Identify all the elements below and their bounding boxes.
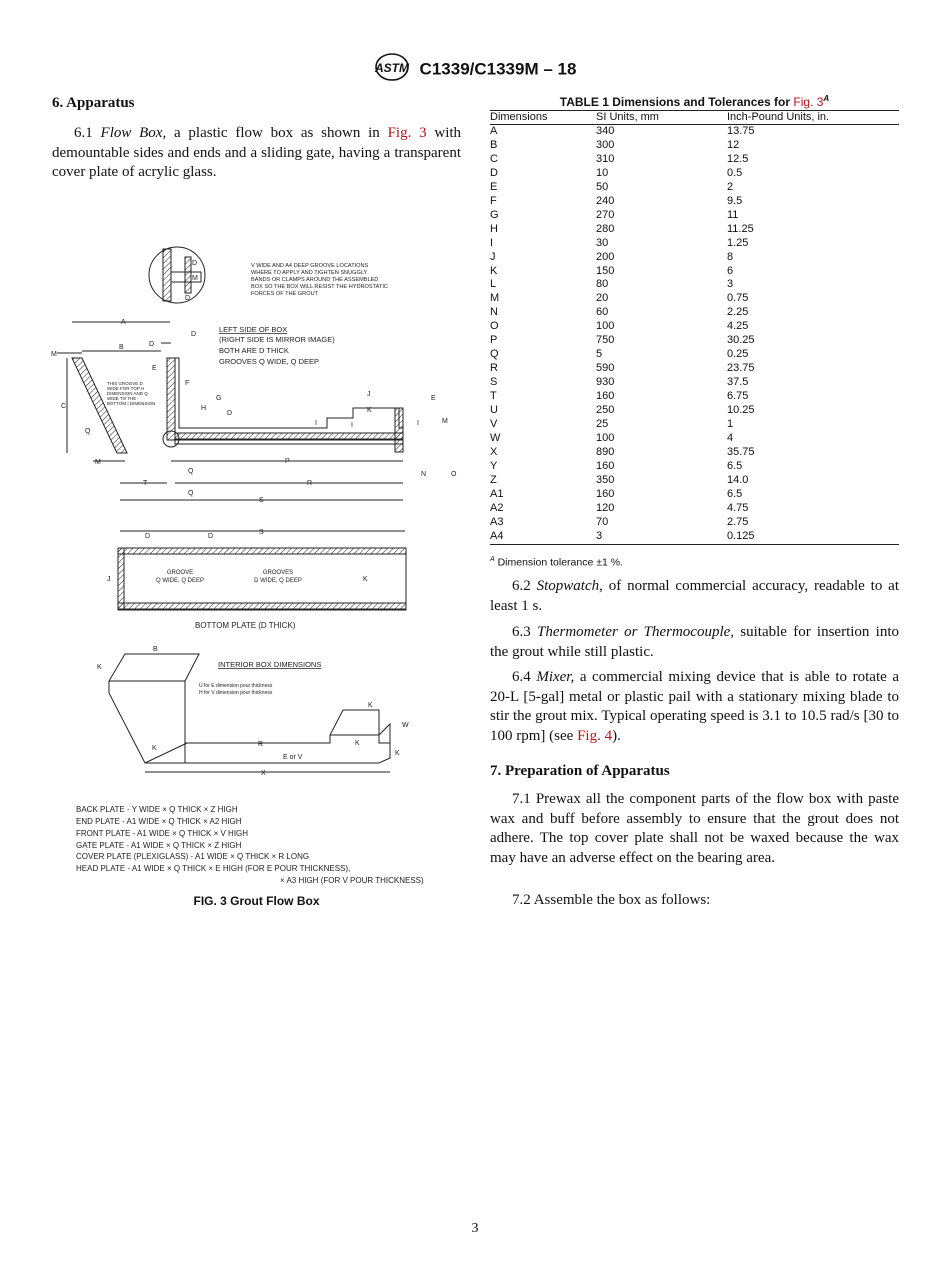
- svg-text:J: J: [367, 391, 371, 398]
- left-side-slanted-plate: [51, 351, 155, 453]
- section-6-heading: 6. Apparatus: [52, 95, 135, 111]
- fig-4-link[interactable]: Fig. 4: [577, 727, 613, 744]
- paragraph-6-4: 6.4 Mixer, a commercial mixing device that is able to rotate a 20-L [5-gal] metal or plastic pail with a stationary mixing blade to stir the grout mix. Typical operating speed is 3.1 to 10.5 rad/s [30 to 100 rpm] (see Fig. 4).: [490, 669, 899, 744]
- table-cell: H: [490, 222, 498, 235]
- table-row: [490, 446, 899, 460]
- table-cell: 10.25: [727, 404, 755, 417]
- table-cell: 200: [596, 250, 615, 263]
- svg-text:H for V dimension pour thickne: H for V dimension pour thickness: [199, 690, 273, 696]
- table-cell: B: [490, 138, 498, 151]
- table-cell: 2.75: [727, 515, 749, 528]
- table-cell: 37.5: [727, 376, 749, 389]
- svg-text:V WIDE AND A4 DEEP GROOVE LOCA: V WIDE AND A4 DEEP GROOVE LOCATIONS: [251, 263, 369, 269]
- svg-text:BANDS OR CLAMPS AROUND THE ASS: BANDS OR CLAMPS AROUND THE ASSEMBLED: [251, 277, 379, 283]
- svg-text:COVER PLATE (PLEXIGLASS) - A1: COVER PLATE (PLEXIGLASS) - A1 WIDE × Q THICK × R LONG: [76, 852, 310, 861]
- svg-text:Q: Q: [188, 490, 194, 497]
- svg-text:Q: Q: [188, 468, 194, 475]
- para-term: Stopwatch,: [536, 578, 603, 594]
- table-cell: 30.25: [727, 334, 755, 347]
- table-cell: 4.75: [727, 501, 749, 514]
- table-row: [490, 167, 899, 181]
- paragraph-7-2: 7.2 Assemble the box as follows:: [512, 892, 711, 908]
- svg-text:HEAD PLATE - A1 WIDE × Q THICK: HEAD PLATE - A1 WIDE × Q THICK × E HIGH (FOR E POUR THICKNESS),: [76, 864, 351, 873]
- table-row: [490, 153, 899, 167]
- table-row: [490, 418, 899, 432]
- table-row: [490, 516, 899, 530]
- paragraph-7-1: 7.1 Prewax all the component parts of the flow box with paste wax and buff before assembly to ensure that the grout does not adhere. The top cover plate shall not be waxed because the wax may have an adverse effect on the bearing area.: [490, 791, 899, 866]
- para-text: with demountable sides and ends and a sliding gate, having a transparent cover plate of acrylic glass.: [52, 125, 462, 180]
- document-designation: C1339/C1339M – 18: [419, 59, 577, 79]
- table-cell: 930: [596, 376, 615, 389]
- table-cell: 750: [596, 334, 615, 347]
- svg-text:× A3 HIGH (FOR V POUR THICKNES: × A3 HIGH (FOR V POUR THICKNESS): [280, 876, 424, 885]
- table-cell: 8: [727, 250, 734, 263]
- table-1-footnote: $^A$ Dimension tolerance ±1 %.: [490, 556, 623, 569]
- table-row: [490, 390, 899, 404]
- table-header: SI Units, mm: [596, 111, 727, 125]
- table-cell: C: [490, 152, 498, 165]
- table-cell: D: [490, 166, 498, 179]
- svg-text:M: M: [95, 459, 101, 466]
- table-cell: 5: [596, 348, 603, 361]
- table-cell: 3: [596, 530, 727, 544]
- table-cell: U: [490, 404, 498, 417]
- section-7-heading: 7. Preparation of Apparatus: [490, 763, 670, 779]
- table-cell: A2: [490, 501, 504, 514]
- table-1: [490, 110, 899, 545]
- table-row: [490, 237, 899, 251]
- table-cell: P: [490, 334, 498, 347]
- svg-text:K: K: [395, 750, 400, 757]
- svg-text:BOTTOM I DIMENSION: BOTTOM I DIMENSION: [107, 401, 156, 406]
- table-cell: 12: [727, 138, 740, 151]
- table-cell: E: [490, 180, 498, 193]
- svg-text:Q WIDE, Q DEEP: Q WIDE, Q DEEP: [155, 578, 205, 584]
- svg-text:J: J: [107, 576, 111, 583]
- svg-text:P: P: [285, 458, 290, 465]
- side-profile: [152, 358, 457, 478]
- table-cell: A4: [490, 530, 596, 544]
- page-header: [0, 52, 950, 87]
- table-cell: 6.5: [727, 459, 743, 472]
- para-number: 6.1: [74, 125, 93, 141]
- table-row: [490, 251, 899, 265]
- svg-text:BACK PLATE - Y WIDE × Q THICK: BACK PLATE - Y WIDE × Q THICK × Z HIGH: [76, 805, 238, 814]
- table-cell: 50: [596, 180, 609, 193]
- svg-text:WIDE TO THE: WIDE TO THE: [107, 396, 137, 401]
- table-cell: 0.5: [727, 166, 743, 179]
- left-side-note: [219, 325, 335, 366]
- table-cell: 23.75: [727, 362, 755, 375]
- table-row: [490, 474, 899, 488]
- table-cell: 280: [596, 222, 615, 235]
- table-cell: 340: [596, 125, 615, 137]
- table-cell: 310: [596, 152, 615, 165]
- svg-text:BOTH ARE D THICK: BOTH ARE D THICK: [219, 346, 289, 355]
- table-header: Inch-Pound Units, in.: [727, 111, 899, 125]
- para-term: Thermometer or Thermocouple,: [537, 624, 735, 640]
- table-cell: 160: [596, 459, 615, 472]
- svg-text:B: B: [153, 646, 158, 653]
- svg-text:H: H: [201, 405, 207, 412]
- table-cell: 80: [596, 278, 609, 291]
- svg-text:K: K: [152, 745, 157, 752]
- table-cell: 890: [596, 445, 615, 458]
- table-cell: 0.25: [727, 348, 749, 361]
- groove-note: [251, 263, 388, 297]
- svg-text:W: W: [402, 722, 409, 729]
- table-row: [490, 181, 899, 195]
- table-row: [490, 139, 899, 153]
- svg-text:I: I: [417, 420, 419, 427]
- table-cell: 120: [596, 501, 615, 514]
- top-dimensions: [72, 319, 196, 351]
- table-cell: N: [490, 306, 498, 319]
- svg-text:I: I: [315, 420, 317, 427]
- svg-text:E: E: [431, 395, 436, 402]
- svg-text:O: O: [451, 471, 457, 478]
- table-1-title: TABLE 1 Dimensions and Tolerances for Fig. $3^A$: [559, 94, 830, 109]
- svg-text:D: D: [191, 331, 197, 338]
- svg-text:E or V: E or V: [283, 754, 303, 761]
- bottom-dimensions: [93, 458, 403, 504]
- svg-text:F: F: [185, 380, 190, 387]
- table-row: [490, 292, 899, 306]
- table-row: [490, 278, 899, 292]
- table-cell: 11: [727, 208, 739, 221]
- paragraph-6-1: [52, 124, 461, 183]
- table-cell: 6.5: [727, 487, 743, 500]
- svg-text:BOTTOM PLATE (D THICK): BOTTOM PLATE (D THICK): [195, 621, 296, 630]
- para-term: Flow Box,: [100, 125, 167, 141]
- table-cell: 13.75: [727, 125, 755, 137]
- svg-text:END PLATE - A1 WIDE × Q THICK: END PLATE - A1 WIDE × Q THICK × A2 HIGH: [76, 817, 242, 826]
- svg-text:E: E: [152, 365, 157, 372]
- para-term: Mixer,: [536, 669, 575, 685]
- svg-text:S: S: [259, 529, 264, 536]
- svg-text:D: D: [208, 533, 214, 540]
- svg-text:N: N: [421, 471, 427, 478]
- paragraph-6-2: 6.2 Stopwatch, of normal commercial accuracy, readable to at least 1 s.: [490, 578, 899, 614]
- table-cell: 30: [596, 236, 609, 249]
- table-cell: 270: [596, 208, 615, 221]
- bottom-plate-drawing: [107, 529, 406, 630]
- table-row: [490, 432, 899, 446]
- table-row: [490, 502, 899, 516]
- table-cell: 12.5: [727, 152, 749, 165]
- svg-text:WIDE FOR TOP H: WIDE FOR TOP H: [107, 386, 145, 391]
- svg-text:K: K: [363, 576, 368, 583]
- table-cell: 100: [596, 320, 615, 333]
- groove-d-note: [107, 381, 155, 406]
- table-row: [490, 488, 899, 502]
- table-cell: L: [490, 278, 497, 291]
- svg-text:(RIGHT SIDE IS MIRROR IMAGE): (RIGHT SIDE IS MIRROR IMAGE): [219, 335, 335, 344]
- svg-text:FRONT PLATE - A1 WIDE × Q THIC: FRONT PLATE - A1 WIDE × Q THICK × V HIGH: [76, 829, 249, 838]
- table-cell: O: [490, 320, 499, 333]
- table-cell: S: [490, 376, 498, 389]
- svg-text:T: T: [143, 480, 148, 487]
- table-cell: 1: [727, 418, 734, 431]
- fig-3-link[interactable]: Fig. 3: [387, 125, 427, 141]
- svg-text:R: R: [307, 480, 313, 487]
- table-cell: 160: [596, 390, 615, 403]
- svg-text:LEFT SIDE OF BOX: LEFT SIDE OF BOX: [219, 325, 288, 334]
- svg-text:DIMENSION AND Q: DIMENSION AND Q: [107, 391, 148, 396]
- table-cell: 10: [596, 166, 609, 179]
- table-cell: M: [490, 292, 500, 305]
- table-cell: 590: [596, 362, 615, 375]
- svg-text:K: K: [367, 407, 372, 414]
- table-cell: X: [490, 445, 498, 458]
- table-cell: A1: [490, 487, 504, 500]
- svg-text:GROOVE: GROOVE: [166, 570, 194, 576]
- table-row: [490, 223, 899, 237]
- svg-text:D: D: [185, 295, 191, 302]
- table-cell: 9.5: [727, 194, 743, 207]
- table-row: [490, 530, 899, 544]
- svg-text:R: R: [258, 741, 264, 748]
- table-cell: V: [490, 418, 498, 431]
- table-cell: Q: [490, 348, 499, 361]
- svg-text:B: B: [119, 344, 124, 351]
- table-cell: 150: [596, 264, 615, 277]
- table-row: [490, 460, 899, 474]
- table-cell: T: [490, 390, 497, 403]
- table-cell: 11.25: [727, 222, 754, 235]
- svg-text:A: A: [121, 319, 126, 326]
- paragraph-6-3: 6.3 Thermometer or Thermocouple, suitable for insertion into the grout while still plastic.: [490, 624, 899, 660]
- figure-3-caption: FIG. 3 Grout Flow Box: [193, 894, 320, 908]
- table-cell: 60: [596, 306, 609, 319]
- table-cell: A3: [490, 515, 504, 528]
- table-row: [490, 348, 899, 362]
- svg-text:I: I: [351, 422, 353, 429]
- table-cell: I: [490, 236, 494, 249]
- svg-text:GROOVES Q WIDE, Q DEEP: GROOVES Q WIDE, Q DEEP: [219, 357, 320, 366]
- table-header: Dimensions: [490, 111, 596, 125]
- svg-text:S: S: [259, 497, 264, 504]
- table-cell: W: [490, 431, 501, 444]
- table-row: [490, 209, 899, 223]
- table-row: [490, 320, 899, 334]
- table-row: [490, 376, 899, 390]
- svg-text:D: D: [149, 341, 155, 348]
- svg-text:THIS GROOVE D: THIS GROOVE D: [107, 381, 143, 386]
- svg-text:D: D: [145, 533, 151, 540]
- table-cell: J: [490, 250, 496, 263]
- table-cell: 160: [596, 487, 615, 500]
- table-cell: 2.25: [727, 306, 749, 319]
- groove-detail-circle: [149, 247, 205, 303]
- svg-text:K: K: [368, 702, 373, 709]
- svg-text:M: M: [192, 275, 198, 282]
- table-cell: F: [490, 194, 497, 207]
- svg-text:K: K: [355, 740, 360, 747]
- table-cell: 240: [596, 194, 615, 207]
- table-cell: 4: [727, 431, 734, 444]
- table-cell: 25: [596, 418, 609, 431]
- svg-text:C: C: [61, 403, 67, 410]
- figure-3-drawing: [45, 240, 465, 890]
- page-number: 3: [471, 1221, 479, 1236]
- table-cell: 2: [727, 180, 734, 193]
- table-row: [490, 125, 899, 139]
- table-cell: 6: [727, 264, 734, 277]
- fig-3-link[interactable]: Fig. 3: [793, 95, 824, 109]
- table-row: [490, 265, 899, 279]
- interior-box-drawing: [97, 646, 409, 777]
- svg-text:M: M: [442, 418, 448, 425]
- table-cell: Z: [490, 473, 497, 486]
- svg-text:GROOVES: GROOVES: [262, 570, 294, 576]
- svg-text:INTERIOR BOX DIMENSIONS: INTERIOR BOX DIMENSIONS: [218, 660, 322, 669]
- table-cell: 300: [596, 138, 615, 151]
- table-cell: 70: [596, 515, 609, 528]
- table-cell: 100: [596, 431, 615, 444]
- astm-logo: [374, 52, 410, 87]
- svg-text:WHERE TO APPLY AND TIGHTEN SNU: WHERE TO APPLY AND TIGHTEN SNUGGLY: [251, 270, 368, 276]
- table-cell: 35.75: [727, 445, 755, 458]
- plate-list: [76, 805, 424, 885]
- table-cell: 0.75: [727, 292, 749, 305]
- table-cell: 20: [596, 292, 609, 305]
- table-cell: A: [490, 125, 498, 137]
- table-row: [490, 195, 899, 209]
- table-cell: 4.25: [727, 320, 749, 333]
- table-cell: 250: [596, 404, 615, 417]
- table-row: [490, 362, 899, 376]
- table-cell: 6.75: [727, 390, 749, 403]
- svg-text:Q: Q: [85, 428, 91, 435]
- svg-text:D WIDE, Q DEEP: D WIDE, Q DEEP: [254, 578, 302, 584]
- table-cell: R: [490, 362, 498, 375]
- table-row: [490, 404, 899, 418]
- svg-text:M: M: [51, 351, 57, 358]
- table-cell: K: [490, 264, 498, 277]
- para-text: a plastic flow box as shown in: [174, 125, 380, 141]
- table-1-body: [490, 125, 899, 545]
- svg-text:D: D: [227, 410, 233, 417]
- svg-text:G: G: [216, 395, 222, 402]
- logo-text: ASTM: [374, 61, 409, 75]
- svg-text:BOX SO THE BOX WILL RESIST THE: BOX SO THE BOX WILL RESIST THE HYDROSTATIC: [251, 284, 388, 290]
- table-cell: 3: [727, 278, 734, 291]
- table-cell: G: [490, 208, 499, 221]
- svg-text:D: D: [192, 260, 198, 267]
- table-cell: Y: [490, 459, 498, 472]
- svg-text:FORCES OF THE GROUT: FORCES OF THE GROUT: [251, 291, 319, 297]
- svg-text:X: X: [261, 770, 266, 777]
- svg-text:GATE PLATE - A1 WIDE × Q THICK: GATE PLATE - A1 WIDE × Q THICK × Z HIGH: [76, 841, 242, 850]
- table-row: [490, 334, 899, 348]
- table-cell: 0.125: [727, 530, 899, 544]
- svg-text:K: K: [97, 664, 102, 671]
- table-cell: 14.0: [727, 473, 749, 486]
- table-cell: 350: [596, 473, 615, 486]
- svg-text:U for E dimension pour thickne: U for E dimension pour thickness: [199, 683, 273, 689]
- table-cell: 1.25: [727, 236, 749, 249]
- table-row: [490, 306, 899, 320]
